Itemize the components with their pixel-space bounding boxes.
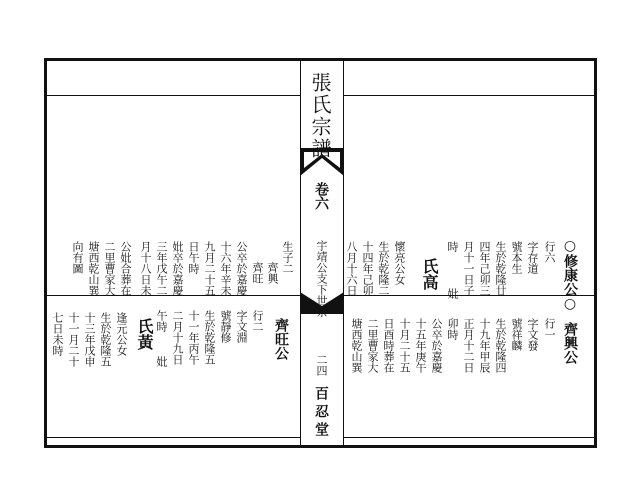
l-e-3: 號靜修	[219, 310, 232, 343]
r-line-8: 妣	[446, 288, 459, 299]
wa-line-3: 十四年己卯	[361, 241, 374, 296]
spine-page: 二四	[315, 354, 328, 376]
right-name-1: ○修康公○	[562, 238, 578, 312]
r2-line-4: 生於乾隆四	[494, 318, 507, 373]
spine-title: 張氏宗譜	[308, 72, 332, 160]
r-line-1: 行六	[543, 241, 556, 263]
r2-line-2: 字文發	[526, 318, 539, 351]
r-line-3: 號本生	[510, 241, 523, 274]
wife-a-name: 氏高	[420, 258, 439, 290]
top-rule-right	[344, 95, 594, 96]
wa-b-1: 十月二十五	[398, 318, 411, 373]
r2-line-5: 十九年甲辰	[478, 318, 491, 373]
wa-line-4: 八月十六日	[345, 241, 358, 296]
l-d-1: 公妣合葬在	[119, 241, 132, 296]
left-wife-name: 氏黃	[135, 318, 154, 350]
r2-line-3: 號祥麟	[510, 318, 523, 351]
l-d-3: 塘西乾山巽	[87, 241, 100, 296]
l-e-7: 午時	[155, 310, 168, 332]
lw-5: 七日未時	[51, 312, 64, 356]
l-e-8: 妣	[155, 356, 168, 367]
l-head-3: 齊旺	[251, 262, 264, 284]
l-b-4: 日午時	[187, 241, 200, 274]
r2-line-1: 行一	[543, 318, 556, 340]
spine-line-left	[300, 61, 301, 445]
l-b-2: 十六年辛未	[219, 241, 232, 296]
spine-hall: 百忍堂	[313, 386, 329, 440]
wa-b-2: 日酉時葬在	[382, 318, 395, 373]
r2-line-6: 正月十二日	[462, 318, 475, 373]
lw-1: 逢元公女	[115, 312, 128, 356]
l-c-1: 妣卒於嘉慶	[171, 241, 184, 296]
wa-b-4: 塘西乾山巽	[350, 318, 363, 373]
wa-c-2: 十五年庚午	[414, 318, 427, 373]
r-line-2: 字存道	[526, 241, 539, 274]
top-rule-left	[47, 95, 300, 96]
l-d-4: 向有圖	[71, 241, 84, 274]
r-line-7: 時	[446, 241, 459, 252]
l-e-1: 行二	[251, 310, 264, 332]
r-line-5: 四年己卯三	[478, 241, 491, 296]
bottom-rule-right	[344, 437, 594, 438]
l-e-2: 字文淵	[235, 310, 248, 343]
spine-section: 宇靖公支下世系	[315, 240, 328, 317]
l-e-4: 生於乾隆五	[203, 310, 216, 365]
l-b-3: 九月二十五	[203, 241, 216, 296]
r2-line-7: 卯時	[446, 318, 459, 340]
l-c-3: 月十八日未	[139, 241, 152, 296]
l-e-6: 二月十九日	[171, 310, 184, 365]
l-head-1: 生子二	[281, 241, 294, 274]
lw-3: 十三年戊申	[83, 312, 96, 367]
l-c-2: 三年戊午二	[155, 241, 168, 296]
spine-line-right	[343, 61, 344, 445]
l-d-2: 二里曹家大	[103, 241, 116, 296]
wa-line-2: 生於乾隆二	[377, 241, 390, 296]
left-name: 齊旺公	[273, 318, 289, 360]
right-name-2: 齊興公	[562, 322, 578, 364]
spine-volume: 卷六	[313, 182, 329, 210]
r-line-6: 月十一日子	[462, 241, 475, 296]
r-line-4: 生於乾隆廿	[494, 241, 507, 296]
wa-line-1: 懷亮公女	[393, 241, 406, 285]
l-head-2: 齊興	[266, 262, 279, 284]
bottom-rule-left	[47, 437, 300, 438]
wa-b-3: 二里曹家大	[366, 318, 379, 373]
wa-c-1: 公卒於嘉慶	[430, 318, 443, 373]
lw-4: 十一月二十	[67, 312, 80, 367]
l-b-1: 公卒於嘉慶	[235, 241, 248, 296]
lw-2: 生於乾隆五	[99, 312, 112, 367]
l-e-5: 十一年丙午	[187, 310, 200, 365]
